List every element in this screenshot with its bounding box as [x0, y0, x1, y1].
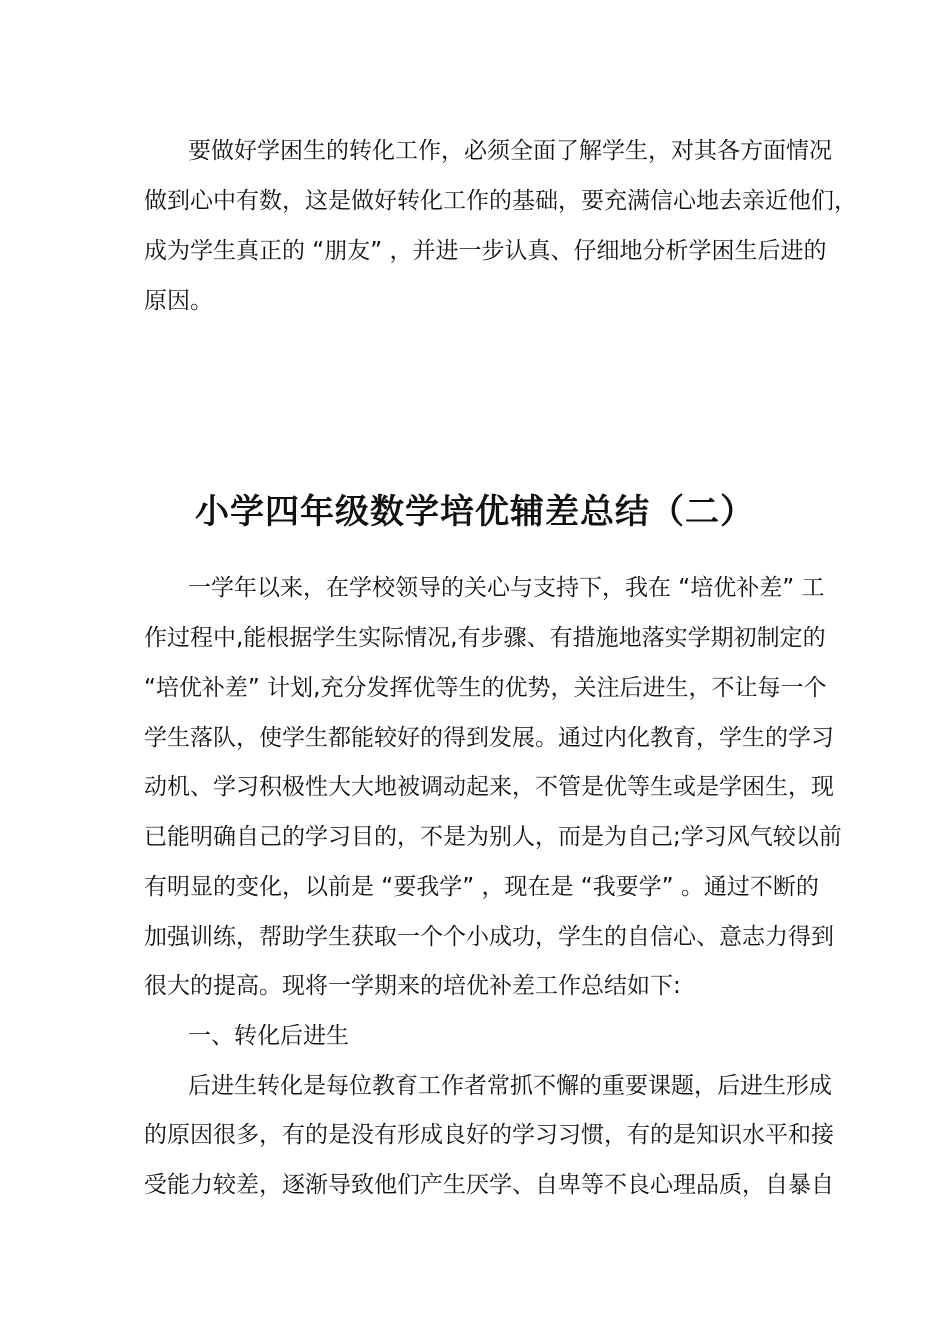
paragraph-2-line-8: 加强训练，帮助学生获取一个个小成功，学生的自信心、意志力得到: [144, 924, 834, 950]
paragraph-2-line-3: “培优补差” 计划,充分发挥优等生的优势，关注后进生，不让每一个: [144, 675, 827, 701]
paragraph-1-line-2: 做到心中有数，这是做好转化工作的基础，要充满信心地去亲近他们，: [144, 188, 857, 214]
paragraph-1-line-1: 要做好学困生的转化工作，必须全面了解学生，对其各方面情况: [188, 138, 832, 164]
document-title: 小学四年级数学培优辅差总结（二）: [195, 492, 755, 532]
paragraph-2-line-9: 很大的提高。现将一学期来的培优补差工作总结如下:: [144, 973, 681, 999]
paragraph-1-line-3: 成为学生真正的 “朋友” ，并进一步认真、仔细地分析学困生后进的: [144, 238, 827, 264]
paragraph-1-line-4: 原因。: [144, 288, 213, 314]
paragraph-2-line-2: 作过程中,能根据学生实际情况,有步骤、有措施地落实学期初制定的: [144, 625, 826, 651]
paragraph-2-line-5: 动机、学习积极性大大地被调动起来，不管是优等生或是学困生，现: [144, 774, 834, 800]
paragraph-3-line-2: 的原因很多，有的是没有形成良好的学习习惯，有的是知识水平和接: [144, 1122, 834, 1148]
paragraph-2-line-4: 学生落队，使学生都能较好的得到发展。通过内化教育，学生的学习: [144, 725, 834, 751]
paragraph-2-line-7: 有明显的变化，以前是 “要我学” ，现在是 “我要学” 。通过不断的: [144, 874, 819, 900]
paragraph-3-line-3: 受能力较差，逐渐导致他们产生厌学、自卑等不良心理品质，自暴自: [144, 1172, 834, 1198]
paragraph-3-line-1: 后进生转化是每位教育工作者常抓不懈的重要课题，后进生形成: [188, 1073, 832, 1099]
paragraph-2-line-1: 一学年以来，在学校领导的关心与支持下，我在 “培优补差” 工: [188, 575, 825, 601]
paragraph-2-line-6: 已能明确自己的学习目的，不是为别人，而是为自己;学习风气较以前: [144, 824, 842, 850]
section-heading: 一、转化后进生: [188, 1023, 349, 1049]
